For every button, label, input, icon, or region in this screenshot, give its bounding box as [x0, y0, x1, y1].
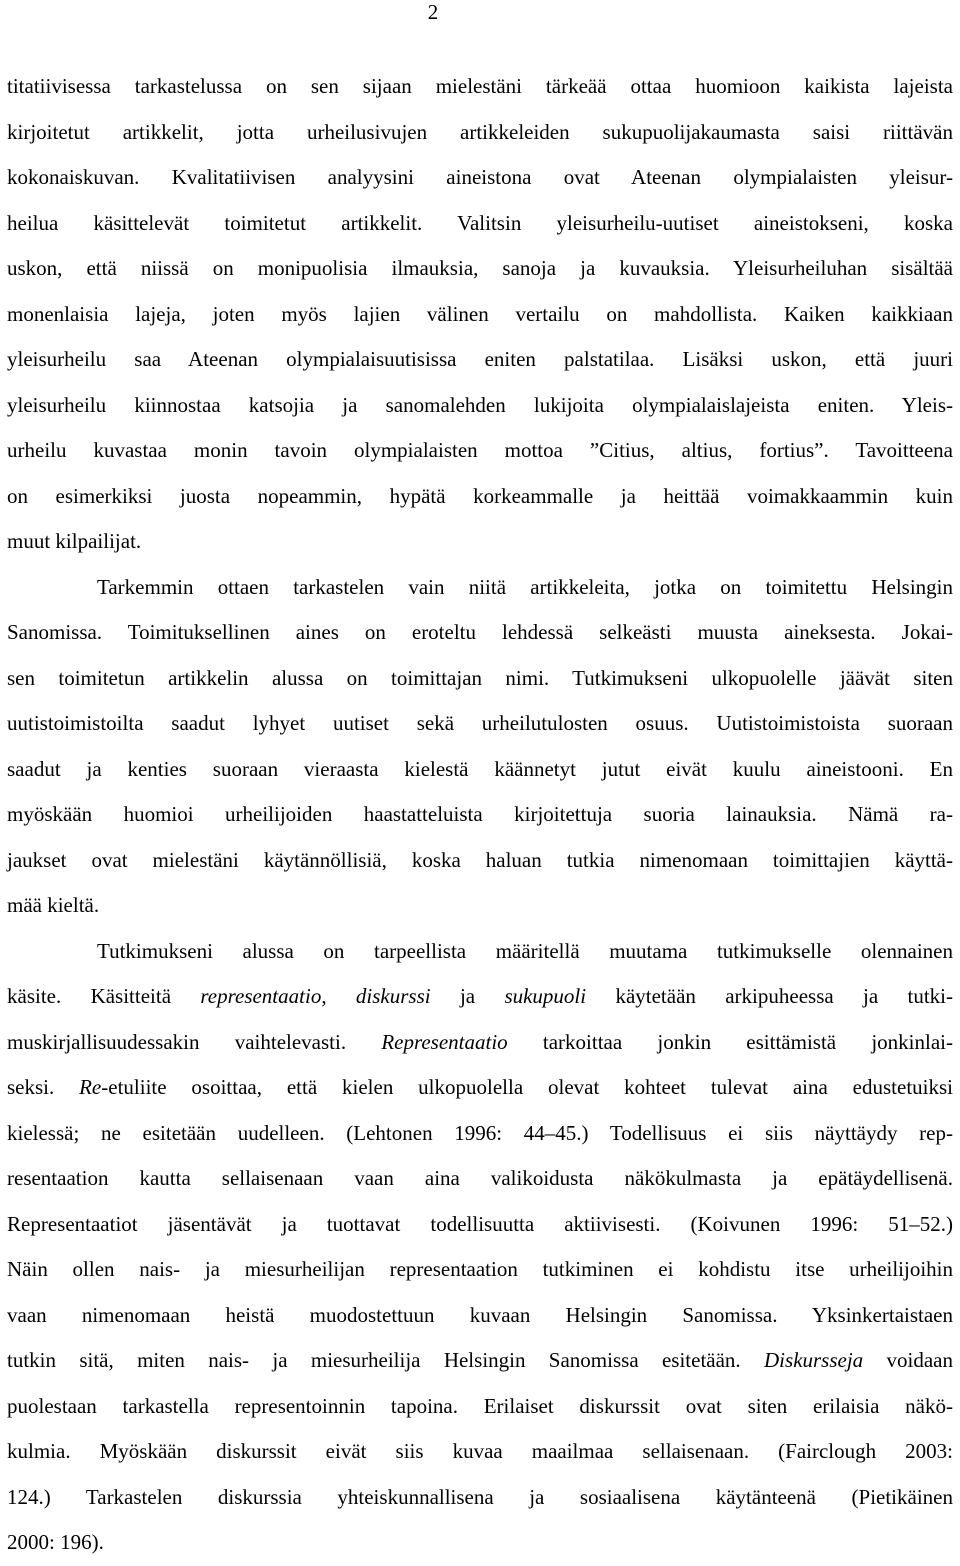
text-line: [7, 747, 953, 793]
emphasized-term: Re: [79, 1075, 102, 1099]
text-line: [7, 1156, 953, 1202]
emphasized-term: sukupuoli: [504, 984, 587, 1008]
text-segment: resentaation kautta sellaisenaan vaan aina valikoidusta näkökulmasta ja epätäydellisenä.: [7, 1166, 953, 1190]
text-line: [7, 1475, 953, 1521]
text-line: [7, 792, 953, 838]
text-line: [7, 64, 953, 110]
text-segment: heilua käsittelevät toimitetut artikkelit. Valitsin yleisurheilu-uutiset aineistokseni, koska: [7, 210, 953, 235]
text-segment: kokonaiskuvan. Kvalitatiivisen analyysini aineistona ovat Ateenan olympialaisten yleisur-: [7, 165, 953, 189]
text-segment: vaan nimenomaan heistä muodostettuun kuvaan Helsingin Sanomissa. Yksinkertaistaen: [7, 1302, 953, 1327]
text-line: [7, 337, 953, 383]
text-segment: sen toimitetun artikkelin alussa on toimittajan nimi. Tutkimukseni ulkopuolelle jäävät siten: [7, 665, 953, 690]
text-segment: kirjoitetut artikkelit, jotta urheilusivujen artikkeleiden sukupuolijakaumasta saisi riittävän: [7, 119, 953, 144]
text-line: [7, 1247, 953, 1293]
paragraph: [7, 565, 953, 929]
text-segment: muskirjallisuudessakin vaihtelevasti.: [7, 1029, 382, 1054]
text-line: [7, 838, 953, 884]
text-line: [7, 1020, 953, 1066]
text-segment: ,: [321, 984, 356, 1008]
text-line: [7, 383, 953, 429]
text-line: [7, 1520, 953, 1566]
text-line: [7, 1338, 953, 1384]
text-line: [7, 155, 953, 201]
text-line: [7, 201, 953, 247]
text-line: [7, 246, 953, 292]
page-number: 2: [427, 0, 439, 24]
emphasized-term: diskurssi: [355, 984, 431, 1008]
text-segment: Tarkemmin ottaen tarkastelen vain niitä artikkeleita, jotka on toimitettu Helsingin: [97, 574, 953, 599]
text-line: [7, 474, 953, 520]
text-segment: muut kilpailijat.: [7, 529, 142, 553]
text-line: [7, 1293, 953, 1339]
text-line: [7, 929, 953, 975]
emphasized-term: representaatio: [200, 984, 322, 1008]
text-segment: puolestaan tarkastella representoinnin tapoina. Erilaiset diskurssit ovat siten erilaisia näkö-: [7, 1393, 953, 1418]
text-segment: saadut ja kenties suoraan vieraasta kielestä käännetyt jutut eivät kuulu aineistooni. En: [7, 756, 953, 781]
text-segment: titatiivisessa tarkastelussa on sen sijaan mielestäni tärkeää ottaa huomioon kaikista lajeista: [7, 74, 953, 98]
text-segment: Sanomissa. Toimituksellinen aines on eroteltu lehdessä selkeästi muusta aineksesta. Jokai-: [7, 620, 953, 644]
text-line: [7, 1429, 953, 1475]
text-segment: 2000: 196).: [7, 1530, 104, 1554]
text-segment: kulmia. Myöskään diskurssit eivät siis kuvaa maailmaa sellaisenaan. (Fairclough 2003:: [7, 1439, 953, 1463]
text-line: [7, 1111, 953, 1157]
text-segment: mää kieltä.: [7, 893, 100, 917]
text-segment: myöskään huomioi urheilijoiden haastatteluista kirjoitettuja suoria lainauksia. Nämä ra-: [7, 802, 953, 826]
text-line: [7, 1384, 953, 1430]
text-line: [7, 519, 953, 565]
text-segment: Tutkimukseni alussa on tarpeellista määritellä muutama tutkimukselle olennainen: [97, 938, 953, 963]
text-segment: voidaan: [863, 1348, 953, 1372]
text-segment: Representaatiot jäsentävät ja tuottavat todellisuutta aktiivisesti. (Koivunen 1996: 51–52.): [7, 1211, 953, 1236]
text-segment: käsite. Käsitteitä: [7, 984, 201, 1008]
text-line: [7, 656, 953, 702]
text-segment: seksi.: [7, 1075, 80, 1099]
text-segment: tutkin sitä, miten nais- ja miesurheilija Helsingin Sanomissa esitetään.: [7, 1348, 765, 1372]
text-segment: on esimerkiksi juosta nopeammin, hypätä korkeammalle ja heittää voimakkaammin kuin: [7, 483, 953, 508]
text-line: [7, 292, 953, 338]
text-segment: -etuliite osoittaa, että kielen ulkopuolella olevat kohteet tulevat aina edustetuiksi: [101, 1075, 953, 1099]
text-segment: jaukset ovat mielestäni käytännöllisiä, koska haluan tutkia nimenomaan toimittajien käyttä-: [7, 847, 953, 872]
text-segment: tarkoittaa jonkin esittämistä jonkinlai-: [507, 1029, 953, 1054]
text-segment: kielessä; ne esitetään uudelleen. (Lehtonen 1996: 44–45.) Todellisuus ei siis näyttäydy rep-: [7, 1120, 953, 1145]
text-segment: ja: [430, 984, 505, 1008]
text-line: [7, 1065, 953, 1111]
emphasized-term: Representaatio: [381, 1029, 508, 1054]
text-segment: urheilu kuvastaa monin tavoin olympialaisten mottoa ”Citius, altius, fortius”. Tavoitteena: [7, 438, 953, 462]
text-line: [7, 565, 953, 611]
text-segment: 124.) Tarkastelen diskurssia yhteiskunnallisena ja sosiaalisena käytänteenä (Pietikäinen: [7, 1484, 953, 1509]
text-line: [7, 610, 953, 656]
paragraph: [7, 64, 953, 565]
text-line: [7, 1202, 953, 1248]
text-line: [7, 974, 953, 1020]
text-segment: monenlaisia lajeja, joten myös lajien välinen vertailu on mahdollista. Kaiken kaikkiaan: [7, 301, 953, 326]
text-line: [7, 701, 953, 747]
text-line: [7, 110, 953, 156]
text-segment: uskon, että niissä on monipuolisia ilmauksia, sanoja ja kuvauksia. Yleisurheiluhan sisältää: [7, 256, 953, 280]
text-segment: Näin ollen nais- ja miesurheilijan representaation tutkiminen ei kohdistu itse urheilijoihin: [7, 1257, 953, 1281]
text-segment: yleisurheilu kiinnostaa katsojia ja sanomalehden lukijoita olympialaislajeista eniten. Yleis-: [7, 392, 953, 417]
text-segment: uutistoimistoilta saadut lyhyet uutiset sekä urheilutulosten osuus. Uutistoimistoista suoraan: [7, 711, 953, 735]
text-segment: käytetään arkipuheessa ja tutki-: [586, 984, 954, 1008]
text-line: [7, 428, 953, 474]
text-segment: yleisurheilu saa Ateenan olympialaisuutisissa eniten palstatilaa. Lisäksi uskon, että juuri: [7, 347, 953, 371]
paragraph: [7, 929, 953, 1566]
body-text: [7, 64, 953, 1566]
emphasized-term: Diskursseja: [764, 1348, 864, 1372]
text-line: [7, 883, 953, 929]
